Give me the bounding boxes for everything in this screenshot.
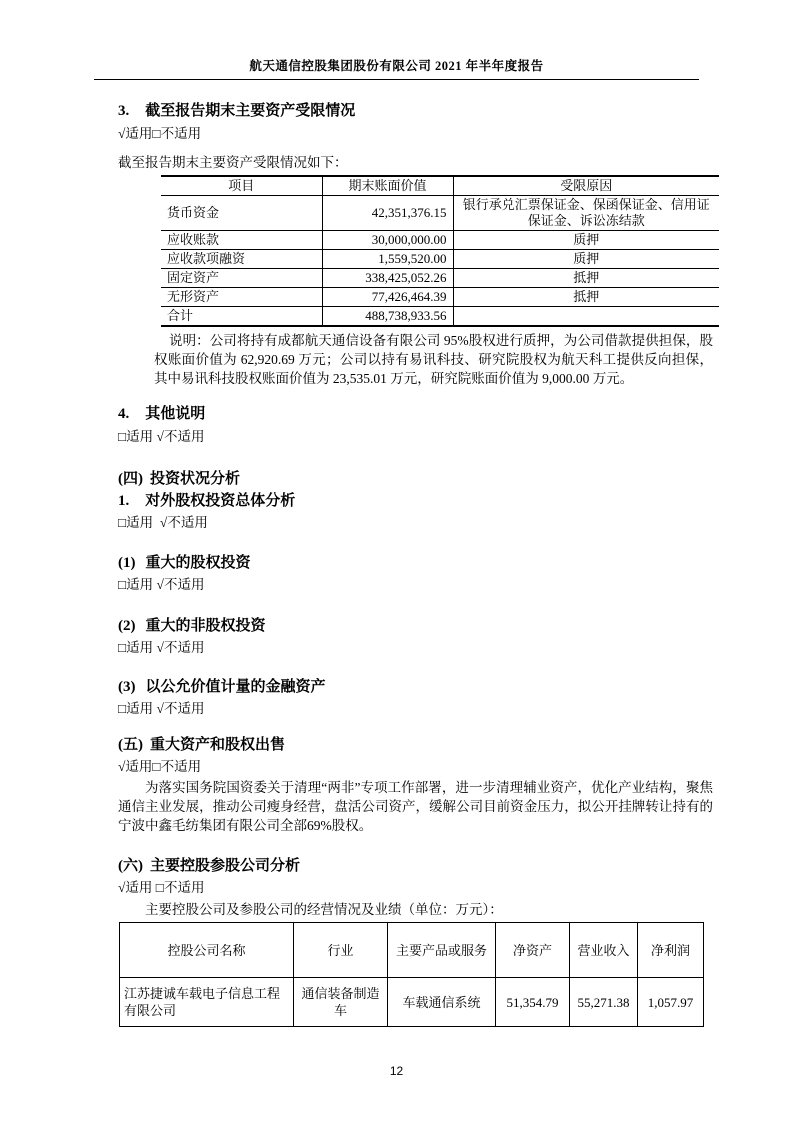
col-header-revenue: 营业收入	[570, 923, 638, 978]
col-header-net-profit: 净利润	[638, 923, 704, 978]
col-header-value: 期末账面价值	[322, 176, 453, 196]
subsection-p1-heading	[118, 553, 713, 573]
table-row	[120, 978, 704, 1027]
cell-item: 固定资产	[161, 269, 322, 288]
section-liu-heading	[118, 856, 713, 876]
restricted-assets-intro: 截至报告期末主要资产受限情况如下：	[118, 155, 348, 170]
table-header-row	[120, 923, 704, 978]
page-number: 12	[389, 1064, 404, 1078]
table-row	[161, 231, 719, 250]
cell-industry: 通信装备制造车	[294, 978, 388, 1027]
subsidiaries-table	[119, 922, 704, 1027]
restricted-assets-note: 说明：公司将持有成都航天通信设备有限公司 95%股权进行质押，为公司借款提供担保，股权账面价值为 62,920.69 万元；公司以持有易讯科技、研究院股权为航天科工提供反向担保，其中易讯科技股权账面价值为 23,535.01 万元，研究院账面价值为 9,000.00 万元。	[154, 333, 713, 386]
cell-value: 488,738,933.56	[322, 307, 453, 327]
section-title: 重大的非股权投资	[145, 618, 266, 634]
cell-value: 77,426,464.39	[322, 288, 453, 307]
cell-company-name: 江苏捷诚车载电子信息工程有限公司	[120, 978, 294, 1027]
section-number: (四)	[118, 471, 143, 487]
table-row	[161, 269, 719, 288]
section-4-applicability: □适用 √不适用	[118, 429, 205, 444]
section-title: 重大的股权投资	[145, 555, 251, 571]
section-number: (3)	[118, 679, 136, 695]
col-header-products: 主要产品或服务	[388, 923, 496, 978]
subsection-p1-applicability: □适用 √不适用	[118, 577, 205, 592]
table-row	[161, 288, 719, 307]
cell-item: 货币资金	[161, 196, 322, 231]
cell-value: 30,000,000.00	[322, 231, 453, 250]
section-liu-applicability: √适用 □不适用	[118, 880, 205, 895]
cell-reason: 质押	[453, 250, 719, 269]
section-title: 投资状况分析	[150, 471, 241, 487]
section-number: (1)	[118, 555, 136, 571]
report-header-title: 航天通信控股集团股份有限公司 2021 年半年度报告	[94, 56, 699, 80]
restricted-assets-table	[161, 175, 719, 327]
section-wu-applicability: √适用□不适用	[118, 759, 202, 774]
section-3-heading	[118, 101, 713, 121]
col-header-net-assets: 净资产	[496, 923, 570, 978]
cell-reason: 银行承兑汇票保证金、保函保证金、信用证保证金、诉讼冻结款	[453, 196, 719, 231]
section-title: 主要控股参股公司分析	[150, 858, 301, 874]
section-3-applicability: √适用□不适用	[118, 126, 202, 141]
table-row	[161, 196, 719, 231]
subsection-p2-applicability: □适用 √不适用	[118, 640, 205, 655]
table-row	[161, 250, 719, 269]
cell-item: 合计	[161, 307, 322, 327]
section-number: 3.	[118, 103, 130, 119]
section-4-heading	[118, 404, 713, 424]
col-header-reason: 受限原因	[453, 176, 719, 196]
cell-revenue: 55,271.38	[570, 978, 638, 1027]
section-number: (六)	[118, 858, 143, 874]
cell-reason: 抵押	[453, 269, 719, 288]
cell-item: 无形资产	[161, 288, 322, 307]
subsidiaries-intro: 主要控股公司及参股公司的经营情况及业绩（单位：万元）：	[145, 902, 503, 917]
col-header-company: 控股公司名称	[120, 923, 294, 978]
cell-net-profit: 1,057.97	[638, 978, 704, 1027]
section-title: 对外股权投资总体分析	[145, 493, 296, 509]
cell-value: 1,559,520.00	[322, 250, 453, 269]
section-number: 4.	[118, 406, 130, 422]
section-title: 以公允价值计量的金融资产	[145, 679, 326, 695]
table-total-row	[161, 307, 719, 327]
cell-net-assets: 51,354.79	[496, 978, 570, 1027]
section-number: (五)	[118, 737, 143, 753]
asset-sale-paragraph: 为落实国务院国资委关于清理“两非”专项工作部署，进一步清理辅业资产，优化产业结构，聚焦通信主业发展，推动公司瘦身经营，盘活公司资产，缓解公司目前资金压力，拟公开挂牌转让持有的宁波中鑫毛纺集团有限公司全部69%股权。	[118, 780, 713, 833]
cell-reason	[453, 307, 719, 327]
subsection-p2-heading	[118, 616, 713, 636]
subsection-p3-heading	[118, 677, 713, 697]
subsection-1-applicability: □适用 √不适用	[118, 515, 208, 530]
col-header-item: 项目	[161, 176, 322, 196]
cell-item: 应收款项融资	[161, 250, 322, 269]
section-number: (2)	[118, 618, 136, 634]
cell-value: 338,425,052.26	[322, 269, 453, 288]
table-header-row	[161, 176, 719, 196]
cell-reason: 质押	[453, 231, 719, 250]
cell-value: 42,351,376.15	[322, 196, 453, 231]
document-body	[118, 101, 713, 1027]
cell-item: 应收账款	[161, 231, 322, 250]
subsection-1-heading	[118, 491, 713, 511]
section-title: 重大资产和股权出售	[150, 737, 286, 753]
page-header	[94, 0, 699, 80]
section-number: 1.	[118, 493, 130, 509]
col-header-industry: 行业	[294, 923, 388, 978]
subsection-p3-applicability: □适用 √不适用	[118, 701, 205, 716]
cell-reason: 抵押	[453, 288, 719, 307]
section-si-heading	[118, 469, 713, 489]
section-title: 截至报告期末主要资产受限情况	[145, 103, 356, 119]
section-wu-heading	[118, 735, 713, 755]
section-title: 其他说明	[145, 406, 206, 422]
cell-products: 车载通信系统	[388, 978, 496, 1027]
